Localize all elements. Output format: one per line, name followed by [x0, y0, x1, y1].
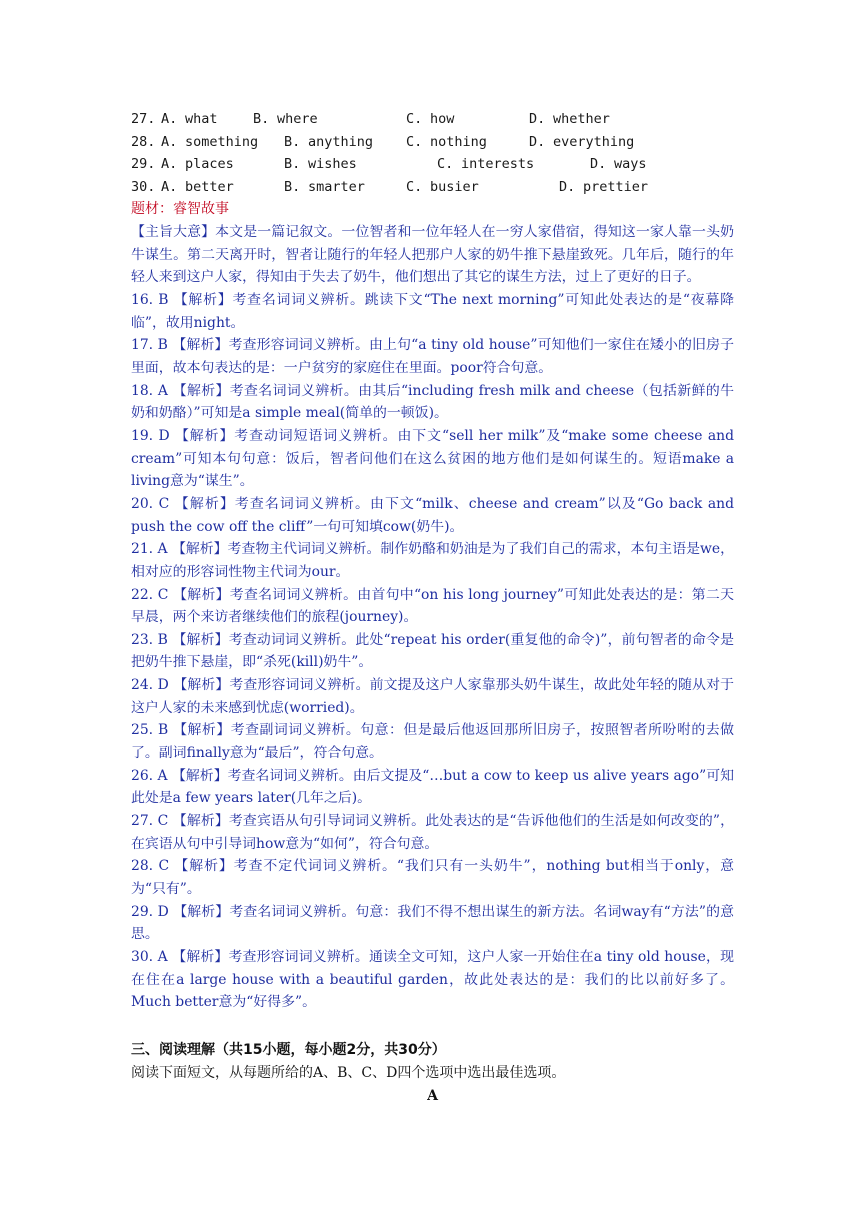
- section-instruction: 阅读下面短文，从每题所给的A、B、C、D四个选项中选出最佳选项。: [131, 1065, 566, 1081]
- explanation-26: 26. A 【解析】考查名词词义辨析。由后文提及“…but a cow to keep us alive years ago”可知此处是a few years later(几年之后)。: [131, 767, 734, 807]
- option-row-27: [131, 108, 771, 131]
- option-d-letter: D.: [559, 178, 576, 195]
- option-b-letter: B.: [253, 111, 270, 127]
- option-d-letter: D.: [590, 156, 607, 173]
- option-c-letter: C.: [406, 111, 423, 127]
- explanation-17: 17. B 【解析】考查形容词词义辨析。由上句“a tiny old house”可知他们一家住在矮小的旧房子里面，故本句表达的是：一户贫穷的家庭住在里面。poor符合句意。: [131, 337, 734, 376]
- option-a-letter: A.: [161, 156, 178, 173]
- option-a-letter: A.: [161, 111, 178, 127]
- option-row-28: [131, 131, 771, 154]
- answer-options: [131, 108, 771, 198]
- option-a-text: better: [185, 178, 234, 195]
- option-b-text: wishes: [308, 156, 357, 173]
- option-c-text: interests: [461, 156, 535, 173]
- question-number: 28.: [131, 133, 156, 150]
- option-a-text: what: [185, 111, 218, 127]
- passage-label: A: [427, 1088, 438, 1104]
- option-c-text: how: [430, 111, 455, 127]
- option-b-text: where: [277, 111, 318, 127]
- explanation-19: 19. D 【解析】考查动词短语词义辨析。由下文“sell her milk”及“make some cheese and cream”可知本句句意：饭后，智者问他们在这么贫困的地方他们是如何谋生的。短语make a living意为“谋生”。: [131, 427, 734, 490]
- option-d-letter: D.: [529, 111, 546, 127]
- option-c-text: nothing: [430, 133, 487, 150]
- option-d-text: whether: [553, 111, 610, 127]
- option-a-text: places: [185, 156, 234, 173]
- explanation-16: 16. B 【解析】考查名词词义辨析。跳读下文“The next morning”可知此处表达的是“夜幕降临”，故用night。: [131, 291, 734, 331]
- option-b-text: smarter: [308, 178, 365, 195]
- option-d-letter: D.: [529, 133, 546, 150]
- explanation-22: 22. C 【解析】考查名词词义辨析。由首句中“on his long journey”可知此处表达的是：第二天早晨，两个来访者继续他们的旅程(journey)。: [131, 586, 734, 626]
- question-number: 29.: [131, 156, 156, 173]
- explanation-24: 24. D 【解析】考查形容词词义辨析。前文提及这户人家靠那头奶牛谋生，故此处年轻的随从对于这户人家的未来感到忧虑(worried)。: [131, 677, 734, 716]
- option-b-letter: B.: [284, 178, 301, 195]
- option-a-text: something: [185, 133, 259, 150]
- option-b-letter: B.: [284, 156, 301, 173]
- option-d-text: prettier: [583, 178, 649, 195]
- option-c-letter: C.: [406, 178, 423, 195]
- question-number: 30.: [131, 178, 156, 195]
- explanation-20: 20. C 【解析】考查名词词义辨析。由下文“milk、cheese and cream”以及“Go back and push the cow off the cliff”一句可知填cow(奶牛)。: [131, 495, 734, 535]
- option-b-text: anything: [308, 133, 374, 150]
- explanation-30: 30. A 【解析】考查形容词词义辨析。通读全文可知，这户人家一开始住在a tiny old house，现在住在a large house with a beautiful garden，故此处表达的是：我们的比以前好多了。Much better意为“好得多”。: [131, 949, 734, 1011]
- explanation-18: 18. A 【解析】考查名词词义辨析。由其后“including fresh milk and cheese（包括新鲜的牛奶和奶酪）”可知是a simple meal(简单的一顿饭)。: [131, 382, 734, 422]
- explanation-27: 27. C 【解析】考查宾语从句引导词词义辨析。此处表达的是“告诉他他们的生活是如何改变的”，在宾语从句中引导词how意为“如何”，符合句意。: [131, 813, 734, 852]
- answer-explanations: [131, 221, 734, 1014]
- summary-paragraph: 【主旨大意】本文是一篇记叙文。一位智者和一位年轻人在一穷人家借宿，得知这一家人靠一头奶牛谋生。第二天离开时，智者让随行的年轻人把那户人家的奶牛推下悬崖致死。几年后，随行的年轻人来到这户人家，得知由于失去了奶牛，他们想出了其它的谋生方法，过上了更好的日子。: [131, 224, 734, 286]
- explanation-29: 29. D 【解析】考查名词词义辨析。句意：我们不得不想出谋生的新方法。名词way有“方法”的意思。: [131, 903, 734, 943]
- topic-label: 题材：睿智故事: [131, 201, 229, 217]
- option-c-letter: C.: [406, 133, 423, 150]
- option-d-text: ways: [614, 156, 647, 173]
- option-c-text: busier: [430, 178, 479, 195]
- option-a-letter: A.: [161, 178, 178, 195]
- section-title: 三、阅读理解（共15小题，每小题2分，共30分）: [131, 1042, 446, 1058]
- question-number: 27.: [131, 111, 156, 127]
- explanation-23: 23. B 【解析】考查动词词义辨析。此处“repeat his order(重复他的命令)”，前句智者的命令是把奶牛推下悬崖，即“杀死(kill)奶牛”。: [131, 631, 734, 671]
- explanation-28: 28. C 【解析】考查不定代词词义辨析。“我们只有一头奶牛”，nothing but相当于only，意为“只有”。: [131, 858, 734, 898]
- explanation-21: 21. A 【解析】考查物主代词词义辨析。制作奶酪和奶油是为了我们自己的需求，本句主语是we，相对应的形容词性物主代词为our。: [131, 541, 734, 580]
- option-d-text: everything: [553, 133, 635, 150]
- explanation-25: 25. B 【解析】考查副词词义辨析。句意：但是最后他返回那所旧房子，按照智者所吩咐的去做了。副词finally意为“最后”，符合句意。: [131, 722, 734, 762]
- option-row-30: [131, 176, 771, 199]
- option-c-letter: C.: [437, 156, 454, 173]
- option-row-29: [131, 153, 771, 176]
- option-a-letter: A.: [161, 133, 178, 150]
- option-b-letter: B.: [284, 133, 301, 150]
